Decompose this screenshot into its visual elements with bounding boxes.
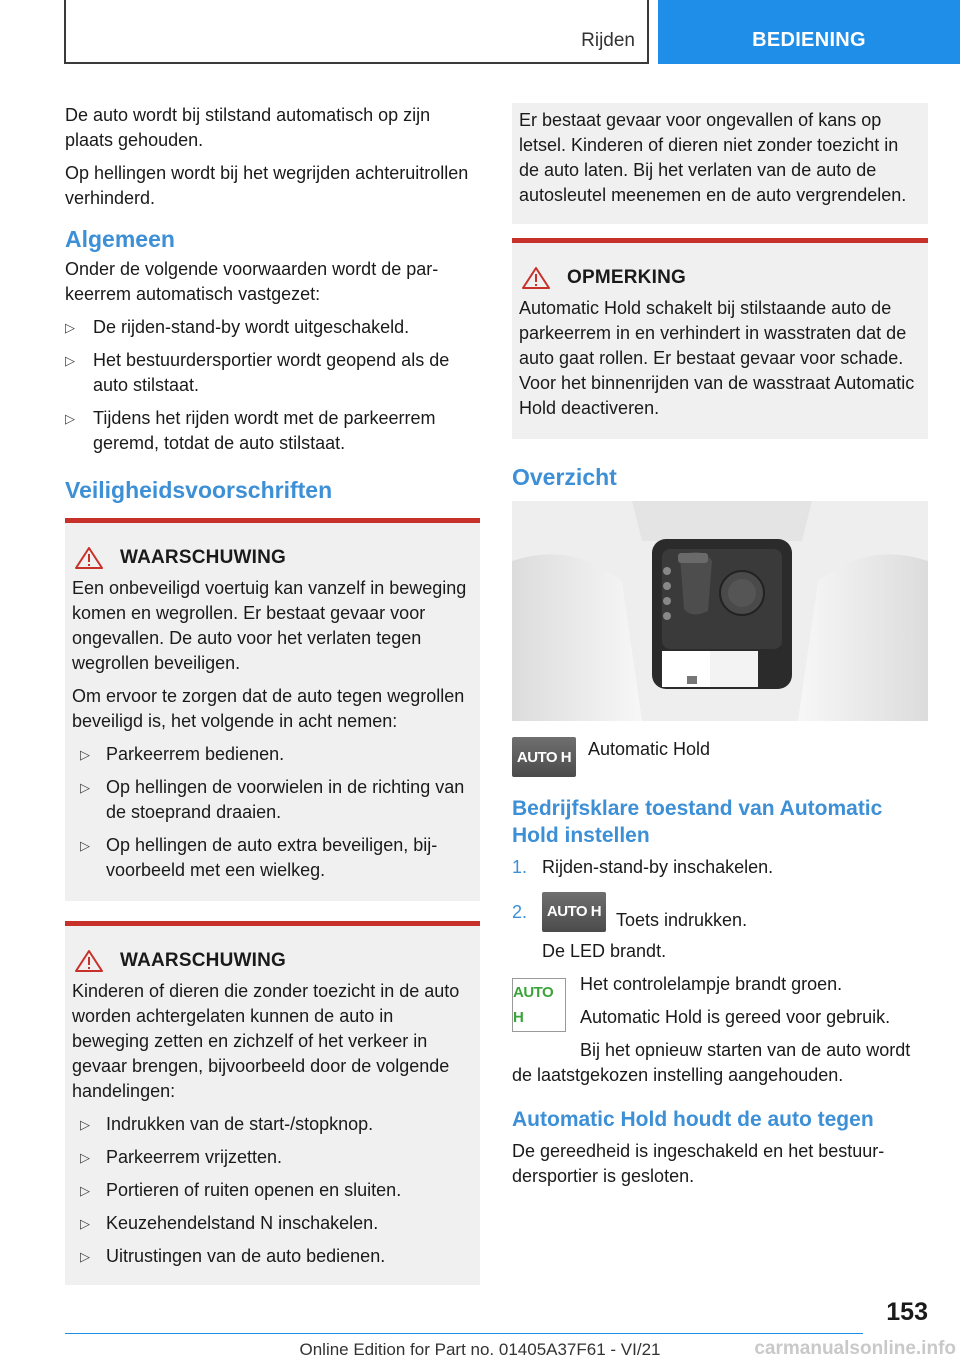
list-item: ▷ Portieren of ruiten openen en sluiten. — [72, 1178, 472, 1203]
note-title: OPMERKING — [567, 267, 686, 288]
step-text: Rijden-stand-by inschakelen. — [542, 857, 774, 877]
warning-text: Om ervoor te zorgen dat de auto tegen wegrollen beveiligd is, het volgende in acht nemen: — [72, 686, 465, 731]
list-item: ▷ De rijden-stand-by wordt uitgeschakeld. — [65, 315, 480, 340]
header-section-title: Rijden — [581, 30, 635, 51]
footer-edition: Online Edition for Part no. 01405A37F61 - VI/21 — [299, 1340, 661, 1359]
footer-divider — [65, 1333, 863, 1334]
lamp-text: Automatic Hold is gereed voor gebruik. — [580, 1007, 891, 1027]
warning-triangle-icon — [521, 266, 551, 290]
warning-list — [72, 1112, 472, 1269]
general-list — [65, 315, 480, 456]
watermark: carmanualsonline.info — [754, 1338, 956, 1359]
list-item: ▷ Uitrustingen van de auto bedienen. — [72, 1244, 472, 1269]
heading-overview: Overzicht — [512, 464, 617, 490]
list-item: ▷ Parkeerrem bedienen. — [72, 742, 472, 767]
list-item: ▷ Het bestuurdersportier wordt geopend als de auto stilstaat. — [65, 348, 480, 398]
auto-h-indicator-lamp-icon: AUTO H — [512, 978, 566, 1032]
header-section-tab — [64, 0, 649, 64]
warning-text: Er bestaat gevaar voor ongevallen of kans op letsel. Kinderen of dieren niet zonder toezicht in de auto laten. Bij het verlaten van de auto de autosleutel meenemen en de auto vergrendelen. — [519, 110, 907, 205]
general-text: Onder de volgende voorwaarden wordt de parkeerrem automatisch vastgezet: — [65, 259, 439, 304]
warning-box-1 — [65, 518, 480, 901]
restart-text — [512, 1038, 928, 1088]
list-item: ▷ Indrukken van de start-/stopknop. — [72, 1112, 472, 1137]
list-item: ▷ Tijdens het rijden wordt met de parkeerrem geremd, totdat de auto stilstaat. — [65, 406, 480, 456]
header-chapter-title: BEDIENING — [752, 29, 866, 51]
heading-general: Algemeen — [65, 226, 175, 252]
step-number: 2. — [512, 902, 528, 922]
step-item — [512, 886, 928, 933]
step-text: Toets indrukken. — [616, 910, 748, 930]
intro-paragraph-1: De auto wordt bij stilstand automatisch op zijn plaats gehouden. — [65, 105, 431, 150]
heading-safety: Veiligheidsvoorschriften — [65, 477, 333, 503]
heading-ready-state: Bedrijfsklare toestand van Automatic Hold instellen — [512, 797, 883, 847]
holds-text: De gereedheid is ingeschakeld en het bestuurdersportier is gesloten. — [512, 1141, 885, 1186]
center-console-image — [512, 501, 928, 721]
step-number: 1. — [512, 857, 528, 877]
indicator-lamp-row — [512, 972, 928, 1038]
legend-label: Automatic Hold — [588, 739, 711, 759]
steps-list — [512, 855, 928, 933]
list-item: ▷ Op hellingen de auto extra beveiligen, bijvoorbeeld met een wielkeg. — [72, 833, 472, 883]
legend-row — [512, 737, 928, 777]
warning-text: Een onbeveiligd voertuig kan vanzelf in beweging komen en wegrollen. Er bestaat gevaar voor ongevallen. De auto voor het verlaten tegen wegrollen beveiligen. — [72, 578, 467, 673]
center-console-illustration — [512, 501, 928, 721]
warning-title: WAARSCHUWING — [120, 547, 286, 568]
page-number: 153 — [886, 1298, 928, 1326]
warning-box-2-continued — [512, 103, 928, 224]
warning-list — [72, 742, 472, 883]
list-item: ▷ Keuzehendelstand N inschakelen. — [72, 1211, 472, 1236]
left-column — [65, 103, 480, 1285]
lamp-text: Het controlelampje brandt groen. — [580, 974, 843, 994]
header-chapter-tab — [658, 0, 960, 64]
note-text: Automatic Hold schakelt bij stilstaande auto de parkeerrem in en verhindert in wasstraten dat de auto gaat rollen. Er bestaat gevaar voor schade. Voor het binnenrijden van de wasstraat Automatic Hold deactiveren. — [519, 298, 915, 418]
list-item: ▷ Parkeerrem vrijzetten. — [72, 1145, 472, 1170]
restart-text-content: Bij het opnieuw starten van de auto wordt de laatstgekozen instelling aangehouden. — [512, 1040, 911, 1085]
warning-text: Kinderen of dieren die zonder toezicht in de auto worden achtergelaten kunnen de auto in beweging zetten en zichzelf of het verkeer in gevaar brengen, bijvoorbeeld door de volgende handelingen: — [72, 981, 460, 1101]
heading-holds: Automatic Hold houdt de auto tegen — [512, 1108, 874, 1131]
warning-box-2 — [65, 921, 480, 1285]
note-box — [512, 238, 928, 439]
led-text: De LED brandt. — [542, 941, 667, 961]
step-item — [512, 855, 928, 880]
intro-paragraph-2: Op hellingen wordt bij het wegrijden achteruitrollen verhinderd. — [65, 163, 469, 208]
auto-h-button-icon: AUTO H — [512, 737, 576, 777]
warning-title: WAARSCHUWING — [120, 950, 286, 971]
warning-triangle-icon — [74, 949, 104, 973]
warning-triangle-icon — [74, 546, 104, 570]
list-item: ▷ Op hellingen de voorwielen in de richting van de stoeprand draaien. — [72, 775, 472, 825]
auto-h-button-icon: AUTO H — [542, 892, 606, 932]
right-column — [512, 103, 928, 1197]
